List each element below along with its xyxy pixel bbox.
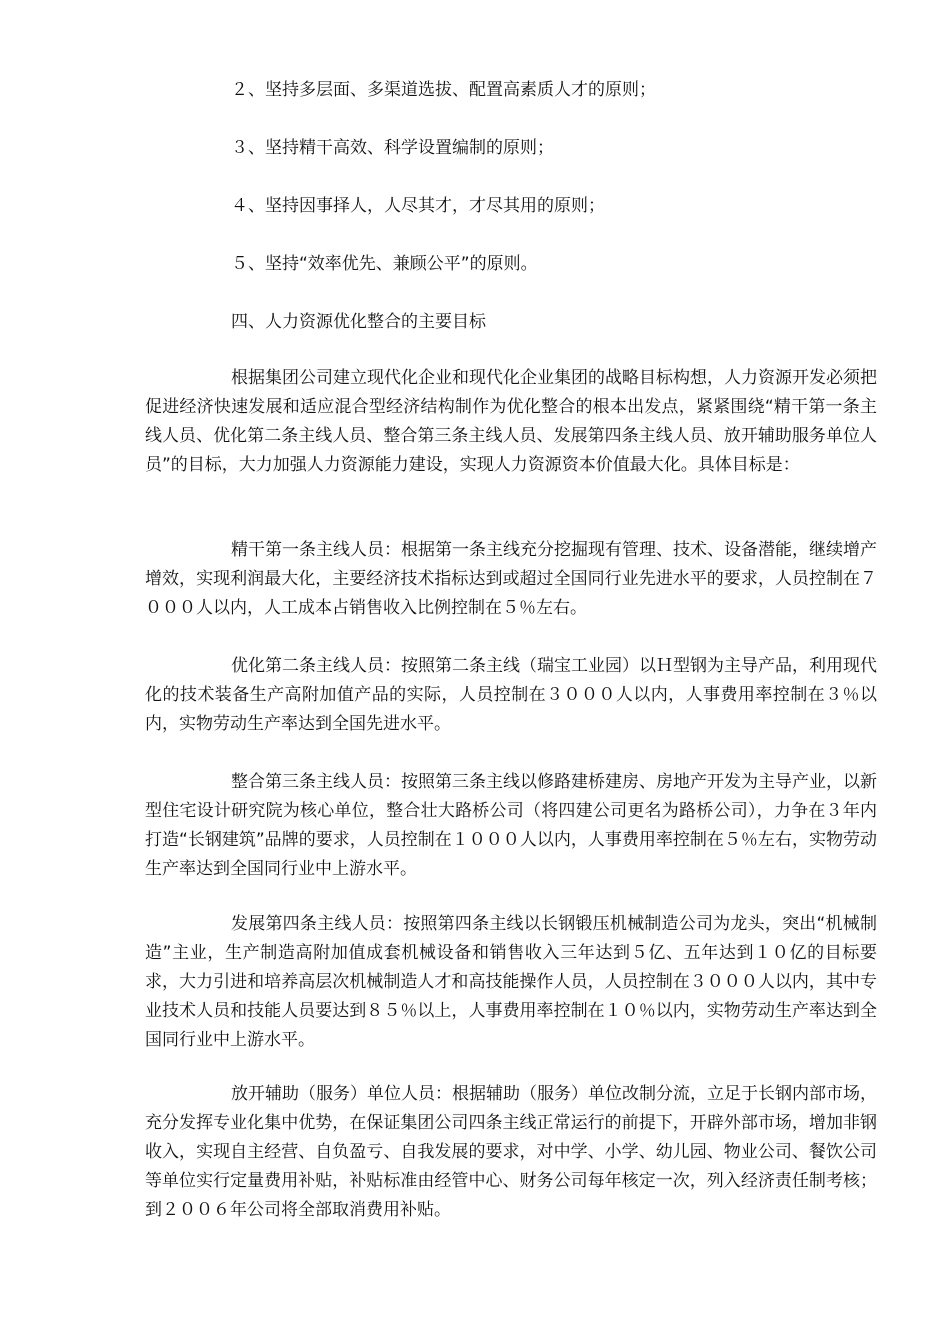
paragraph-auxiliary-units: 放开辅助（服务）单位人员：根据辅助（服务）单位改制分流，立足于长钢内部市场，充分发挥专业化集中优势，在保证集团公司四条主线正常运行的前提下，开辟外部市场，增加非钢收入，实现自主经营、自负盈亏、自我发展的要求，对中学、小学、幼儿园、物业公司、餐饮公司等单位实行定量费用补贴，补贴标准由经管中心、财务公司每年核定一次，列入经济责任制考核；到２００６年公司将全部取消费用补贴。 bbox=[145, 1084, 877, 1220]
paragraph-fourth-line: 发展第四条主线人员：按照第四条主线以长钢锻压机械制造公司为龙头，突出“机械制造”主业，生产制造高附加值成套机械设备和销售收入三年达到５亿、五年达到１０亿的目标要求，大力引进和培养高层次机械制造人才和高技能操作人员，人员控制在３０００人以内，其中专业技术人员和技能人员要达到８５％以上，人事费用率控制在１０％以内，实物劳动生产率达到全国同行业中上游水平。 bbox=[145, 914, 877, 1050]
principle-item-3: ３、坚持精干高效、科学设置编制的原则； bbox=[231, 138, 554, 158]
paragraph-third-line: 整合第三条主线人员：按照第三条主线以修路建桥建房、房地产开发为主导产业，以新型住宅设计研究院为核心单位，整合壮大路桥公司（将四建公司更名为路桥公司），力争在３年内打造“长钢建筑”品牌的要求，人员控制在１０００人以内，人事费用率控制在５％左右，实物劳动生产率达到全国同行业中上游水平。 bbox=[145, 772, 877, 879]
section-heading: 四、人力资源优化整合的主要目标 bbox=[231, 312, 486, 332]
principle-item-2: ２、坚持多层面、多渠道选拔、配置高素质人才的原则； bbox=[231, 80, 656, 100]
paragraph-second-line: 优化第二条主线人员：按照第二条主线（瑞宝工业园）以Ｈ型钢为主导产品，利用现代化的技术装备生产高附加值产品的实际，人员控制在３０００人以内，人事费用率控制在３％以内，实物劳动生产率达到全国先进水平。 bbox=[145, 656, 877, 734]
paragraph-first-line: 精干第一条主线人员：根据第一条主线充分挖掘现有管理、技术、设备潜能，继续增产增效，实现利润最大化，主要经济技术指标达到或超过全国同行业先进水平的要求，人员控制在７０００人以内，人工成本占销售收入比例控制在５％左右。 bbox=[145, 540, 877, 618]
principle-item-4: ４、坚持因事择人，人尽其才，才尽其用的原则； bbox=[231, 196, 605, 216]
paragraph-goal-overview: 根据集团公司建立现代化企业和现代化企业集团的战略目标构想，人力资源开发必须把促进经济快速发展和适应混合型经济结构制作为优化整合的根本出发点，紧紧围绕“精干第一条主线人员、优化第二条主线人员、整合第三条主线人员、发展第四条主线人员、放开辅助服务单位人员”的目标，大力加强人力资源能力建设，实现人力资源资本价值最大化。具体目标是： bbox=[145, 368, 877, 475]
principle-item-5: ５、坚持“效率优先、兼顾公平”的原则。 bbox=[231, 254, 538, 274]
